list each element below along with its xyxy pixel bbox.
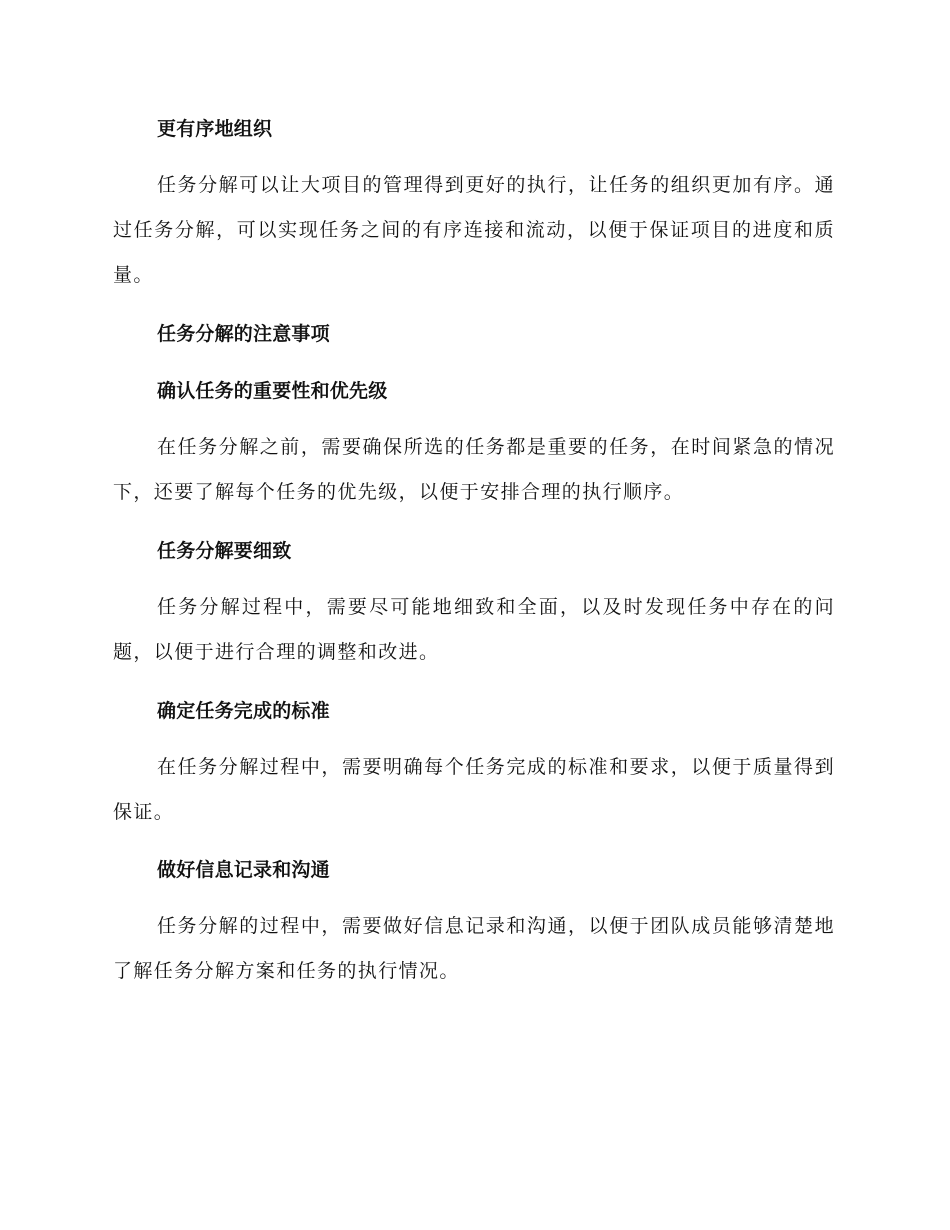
section-paragraph-orderly-organization: 任务分解可以让大项目的管理得到更好的执行，让任务的组织更加有序。通过任务分解，可以实现任务之间的有序连接和流动，以便于保证项目的进度和质量。 — [113, 174, 835, 286]
section-paragraph-detailed: 任务分解过程中，需要尽可能地细致和全面，以及时发现任务中存在的问题，以便于进行合理的调整和改进。 — [113, 596, 835, 663]
section-heading-orderly-organization: 更有序地组织 — [157, 118, 273, 140]
section-heading-detailed: 任务分解要细致 — [157, 540, 292, 562]
section-paragraph-completion-standard: 在任务分解过程中，需要明确每个任务完成的标准和要求，以便于质量得到保证。 — [113, 756, 835, 823]
section-heading-completion-standard: 确定任务完成的标准 — [157, 700, 330, 722]
section-paragraph-priority: 在任务分解之前，需要确保所选的任务都是重要的任务，在时间紧急的情况下，还要了解每个任务的优先级，以便于安排合理的执行顺序。 — [113, 436, 835, 503]
section-heading-precautions: 任务分解的注意事项 — [157, 323, 330, 345]
section-heading-records-communication: 做好信息记录和沟通 — [157, 859, 330, 881]
section-heading-priority: 确认任务的重要性和优先级 — [157, 380, 388, 402]
section-paragraph-records-communication: 任务分解的过程中，需要做好信息记录和沟通，以便于团队成员能够清楚地了解任务分解方案和任务的执行情况。 — [113, 915, 835, 982]
